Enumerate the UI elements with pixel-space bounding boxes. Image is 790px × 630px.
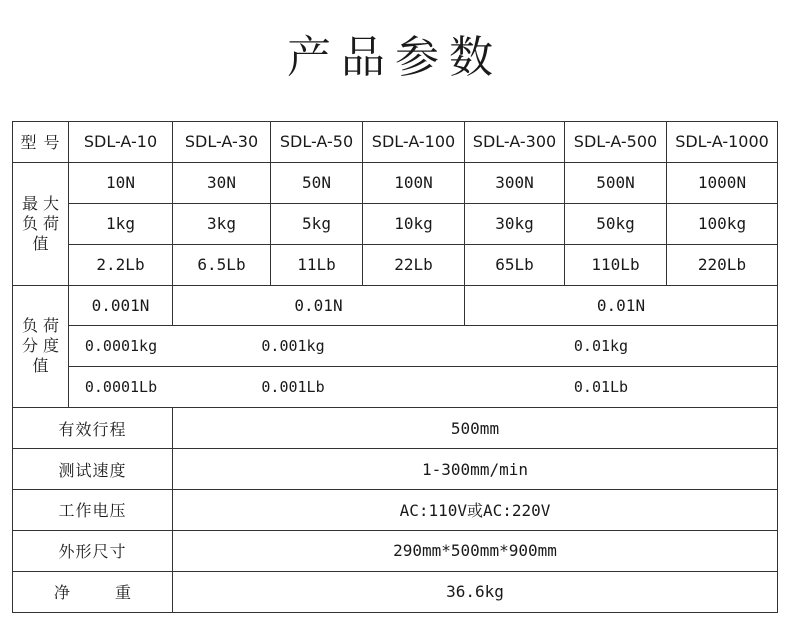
model-cell: SDL-A-10 — [69, 122, 173, 163]
test-speed-value: 1-300mm/min — [173, 449, 778, 490]
resolution-newton-cell: 0.01N — [465, 285, 778, 326]
max-load-lb-cell: 110Lb — [565, 244, 667, 285]
resolution-newton-cell: 0.01N — [173, 285, 465, 326]
test-speed-label: 测试速度 — [13, 449, 173, 490]
effective-stroke-label: 有效行程 — [13, 408, 173, 449]
max-load-kg-cell: 1kg — [69, 203, 173, 244]
net-weight-label: 净 重 — [13, 571, 173, 612]
model-header-label: 型 号 — [13, 122, 69, 163]
resolution-kg-values — [69, 326, 777, 366]
resolution-label-line: 值 — [32, 356, 49, 376]
net-weight-value: 36.6kg — [173, 571, 778, 612]
max-load-lb-cell: 6.5Lb — [173, 244, 271, 285]
resolution-kg-cell: 0.001kg — [261, 337, 325, 356]
model-cell: SDL-A-1000 — [667, 122, 778, 163]
page-title: 产品参数 — [287, 32, 503, 83]
max-load-kg-cell: 50kg — [565, 203, 667, 244]
net-weight-row — [13, 571, 778, 612]
model-cell: SDL-A-300 — [465, 122, 565, 163]
max-load-label-line: 最 大 — [21, 193, 60, 213]
model-cell: SDL-A-100 — [363, 122, 465, 163]
max-load-newton-cell: 500N — [565, 162, 667, 203]
test-speed-row — [13, 449, 778, 490]
resolution-newton-row — [13, 285, 778, 326]
voltage-label: 工作电压 — [13, 490, 173, 531]
resolution-lb-group — [69, 367, 778, 408]
resolution-label-line: 分 度 — [21, 336, 60, 356]
effective-stroke-value: 500mm — [173, 408, 778, 449]
dimensions-row — [13, 530, 778, 571]
max-load-newton-cell: 10N — [69, 162, 173, 203]
resolution-label-line: 负 荷 — [21, 316, 60, 336]
resolution-label — [13, 285, 69, 408]
max-load-newton-cell: 30N — [173, 162, 271, 203]
max-load-kg-cell: 10kg — [363, 203, 465, 244]
max-load-kg-cell: 30kg — [465, 203, 565, 244]
max-load-label-line: 值 — [32, 233, 49, 253]
resolution-kg-cell: 0.01kg — [573, 337, 629, 356]
resolution-newton-cell: 0.001N — [69, 285, 173, 326]
max-load-newton-cell: 50N — [271, 162, 363, 203]
max-load-lb-cell: 2.2Lb — [69, 244, 173, 285]
max-load-kg-cell: 5kg — [271, 203, 363, 244]
max-load-lb-row — [13, 244, 778, 285]
resolution-lb-row — [13, 367, 778, 408]
resolution-kg-cell: 0.0001kg — [84, 337, 158, 356]
max-load-lb-cell: 11Lb — [271, 244, 363, 285]
resolution-kg-row — [13, 326, 778, 367]
resolution-lb-cell: 0.0001Lb — [84, 378, 158, 397]
dimensions-label: 外形尺寸 — [13, 530, 173, 571]
max-load-newton-cell: 1000N — [667, 162, 778, 203]
resolution-lb-cell: 0.01Lb — [573, 378, 629, 397]
model-cell: SDL-A-500 — [565, 122, 667, 163]
max-load-label-line: 负 荷 — [21, 213, 60, 233]
model-cell: SDL-A-30 — [173, 122, 271, 163]
voltage-value: AC:110V或AC:220V — [173, 490, 778, 531]
max-load-kg-cell: 100kg — [667, 203, 778, 244]
model-row — [13, 122, 778, 163]
spec-table — [12, 121, 778, 613]
resolution-lb-values — [69, 367, 777, 407]
max-load-lb-cell: 65Lb — [465, 244, 565, 285]
max-load-newton-cell: 100N — [363, 162, 465, 203]
max-load-label — [13, 162, 69, 285]
max-load-kg-cell: 3kg — [173, 203, 271, 244]
voltage-row — [13, 490, 778, 531]
model-cell: SDL-A-50 — [271, 122, 363, 163]
max-load-newton-row — [13, 162, 778, 203]
resolution-kg-group — [69, 326, 778, 367]
max-load-kg-row — [13, 203, 778, 244]
max-load-lb-cell: 220Lb — [667, 244, 778, 285]
max-load-newton-cell: 300N — [465, 162, 565, 203]
dimensions-value: 290mm*500mm*900mm — [173, 530, 778, 571]
resolution-lb-cell: 0.001Lb — [261, 378, 325, 397]
effective-stroke-row — [13, 408, 778, 449]
max-load-lb-cell: 22Lb — [363, 244, 465, 285]
